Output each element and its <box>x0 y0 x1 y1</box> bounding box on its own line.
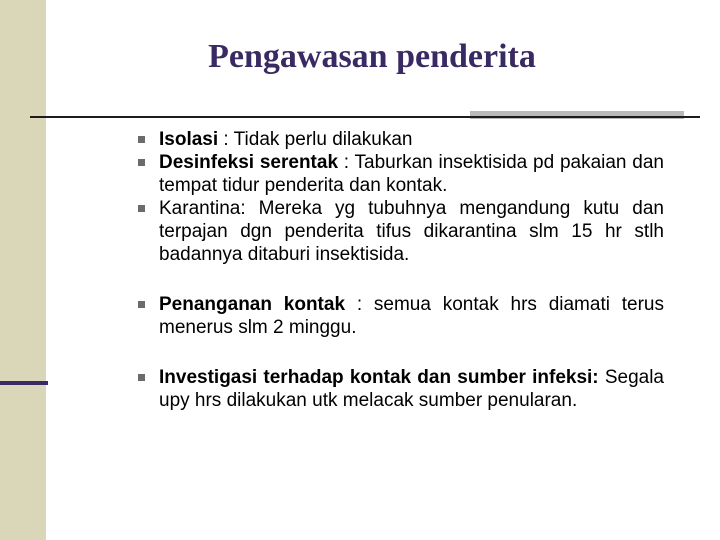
list-item <box>138 366 664 412</box>
list-item <box>138 128 664 151</box>
item-text: : Taburkan insektisida pd pakaian dan tempat tidur penderita dan kontak. <box>159 152 664 196</box>
item-keyword: Isolasi <box>159 129 219 150</box>
item-keyword: Desinfeksi serentak <box>159 152 339 173</box>
item-text: : Tidak perlu dilakukan <box>218 129 413 150</box>
square-bullet-icon <box>138 374 145 381</box>
title-rule <box>30 116 700 118</box>
list-item <box>138 293 664 339</box>
square-bullet-icon <box>138 301 145 308</box>
square-bullet-icon <box>138 136 145 143</box>
side-accent-bar <box>0 381 48 385</box>
item-keyword: Penanganan kontak <box>159 294 346 315</box>
slide-title: Pengawasan penderita <box>208 38 536 75</box>
item-text: Karantina: Mereka yg tubuhnya mengandung kutu dan terpajan dgn penderita tifus dikarantina slm 15 hr stlh badannya ditaburi insektisida. <box>159 198 664 265</box>
bullet-list <box>138 128 664 412</box>
square-bullet-icon <box>138 205 145 212</box>
item-text: Segala upy hrs dilakukan utk melacak sumber penularan. <box>159 367 664 411</box>
item-text: : semua kontak hrs diamati terus menerus slm 2 minggu. <box>159 294 664 338</box>
square-bullet-icon <box>138 159 145 166</box>
list-item <box>138 151 664 197</box>
list-item <box>138 197 664 266</box>
side-band <box>0 0 46 540</box>
item-keyword: Investigasi terhadap kontak dan sumber infeksi: <box>159 367 599 388</box>
